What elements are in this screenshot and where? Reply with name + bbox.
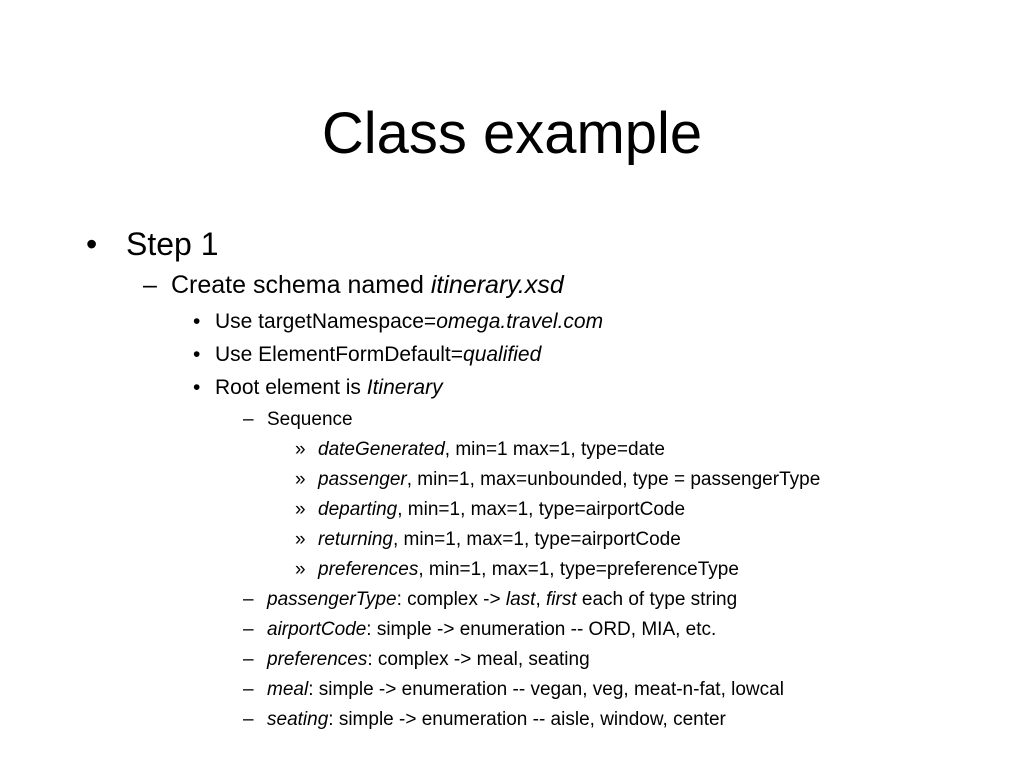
chevron-marker: » <box>295 529 306 550</box>
dash-marker: – <box>143 271 157 299</box>
chevron-marker: » <box>295 439 306 460</box>
dash-marker: – <box>243 679 254 700</box>
root-element-text: Root element is Itinerary <box>215 376 443 399</box>
type-definition-text: airportCode: simple -> enumeration -- ORD, MIA, etc. <box>267 619 717 640</box>
bullet-marker: • <box>193 310 201 333</box>
type-definition-text: meal: simple -> enumeration -- vegan, veg, meat-n-fat, lowcal <box>267 679 784 700</box>
target-namespace-text: Use targetNamespace=omega.travel.com <box>215 310 604 333</box>
sequence-item-text: preferences, min=1, max=1, type=preferenceType <box>318 559 739 580</box>
chevron-marker: » <box>295 469 306 490</box>
dash-marker: – <box>243 589 254 610</box>
element-form-default-text: Use ElementFormDefault=qualified <box>215 343 542 366</box>
bullet-marker: • <box>86 226 98 262</box>
slide-title: Class example <box>321 101 703 166</box>
dash-marker: – <box>243 409 254 430</box>
sequence-item-text: dateGenerated, min=1 max=1, type=date <box>318 439 665 460</box>
chevron-marker: » <box>295 499 306 520</box>
chevron-marker: » <box>295 559 306 580</box>
dash-marker: – <box>243 619 254 640</box>
sequence-item-text: returning, min=1, max=1, type=airportCode <box>318 529 681 550</box>
type-definition-text: passengerType: complex -> last, first each of type string <box>267 589 738 610</box>
create-schema-text: Create schema named itinerary.xsd <box>171 271 564 299</box>
sequence-item-text: passenger, min=1, max=unbounded, type = passengerType <box>318 469 821 490</box>
dash-marker: – <box>243 709 254 730</box>
sequence-item-text: departing, min=1, max=1, type=airportCode <box>318 499 686 520</box>
bullet-marker: • <box>193 343 201 366</box>
sequence-label: Sequence <box>267 409 353 430</box>
step-label: Step 1 <box>126 226 219 262</box>
dash-marker: – <box>243 649 254 670</box>
type-definition-text: seating: simple -> enumeration -- aisle, window, center <box>267 709 726 730</box>
bullet-marker: • <box>193 376 201 399</box>
type-definition-text: preferences: complex -> meal, seating <box>267 649 590 670</box>
